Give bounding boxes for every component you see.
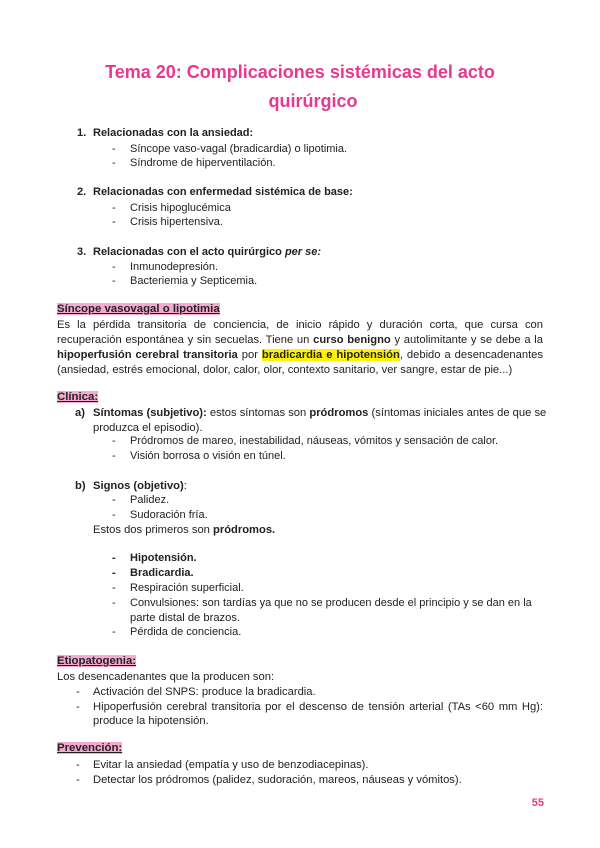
clinica-b-note: Estos dos primeros son pródromos. xyxy=(93,524,276,536)
section-heading-sincope: Síncope vasovagal o lipotimia xyxy=(57,303,220,315)
clinica-a-item-1: - Pródromos de mareo, inestabilidad, náuseas, vómitos y sensación de calor. xyxy=(112,435,499,447)
prev-item-2: Detectar los pródromos (palidez, sudoración, mareos, náuseas y vómitos). xyxy=(93,774,462,786)
list-item-3-sub-2: - Bacteriemia y Septicemia. xyxy=(112,275,258,287)
clinica-b-item-perdida: - Pérdida de conciencia. xyxy=(112,626,242,638)
sincope-paragraph xyxy=(57,318,543,378)
clinica-a-label: a) xyxy=(75,407,85,419)
etio-intro: Los desencadenantes que la producen son: xyxy=(57,671,275,683)
list-item-2-heading: 2. Relacionadas con enfermedad sistémica de base: xyxy=(77,186,353,198)
sincope-line-1: Es la pérdida transitoria de conciencia, de inicio rápido y duración corta, que cursa con xyxy=(57,319,543,331)
list-item-2-sub-2: - Crisis hipertensiva. xyxy=(112,216,223,228)
clinica-b-item-hipotension: - Hipotensión. xyxy=(112,552,197,564)
list-item-1-sub-1: - Síncope vaso-vagal (bradicardia) o lipotimia. xyxy=(112,143,348,155)
sincope-line-3: hipoperfusión cerebral transitoria por bradicardia e hipotensión, debido a desencadenantes xyxy=(57,349,544,361)
clinica-b-item-convulsiones-line-2: parte distal de brazos. xyxy=(130,612,241,624)
clinica-b-item-bradicardia: - Bradicardia. xyxy=(112,567,194,579)
clinica-b-item-1: - Palidez. xyxy=(112,494,170,506)
title-line-1: Tema 20: Complicaciones sistémicas del acto xyxy=(105,62,495,82)
clinica-b-item-2: - Sudoración fría. xyxy=(112,509,208,521)
section-heading-etiopatogenia: Etiopatogenia: xyxy=(57,655,137,667)
etio-item-1-dash: - xyxy=(76,686,80,698)
clinica-a-item-2: - Visión borrosa o visión en túnel. xyxy=(112,450,286,462)
prev-item-1-dash: - xyxy=(76,759,80,771)
list-item-1-heading: 1. Relacionadas con la ansiedad: xyxy=(77,127,254,139)
etio-item-2-dash: - xyxy=(76,701,80,713)
sincope-line-2: recuperación espontánea y sin secuelas. Tiene un curso benigno y autolimitante y se debe a la xyxy=(57,334,543,346)
clinica-a-line-1: Síntomas (subjetivo): estos síntomas son pródromos (síntomas iniciales antes de que se xyxy=(93,407,547,419)
clinica-a-line-2: produzca el episodio). xyxy=(93,422,203,434)
clinica-b-item-respiracion: - Respiración superficial. xyxy=(112,582,244,594)
etio-item-2-line-2: produce la hipotensión. xyxy=(93,715,209,727)
etio-item-2-line-1: Hipoperfusión cerebral transitoria por el descenso de tensión arterial (TAs <60 mm Hg): xyxy=(93,701,543,713)
list-item-2-sub-1: - Crisis hipoglucémica xyxy=(112,202,231,214)
page-number: 55 xyxy=(531,797,544,809)
title-line-2: quirúrgico xyxy=(268,91,358,111)
page-title xyxy=(60,58,540,116)
clinica-b-label: b) xyxy=(75,480,86,492)
list-item-3-heading: 3. Relacionadas con el acto quirúrgico per se: xyxy=(77,246,322,258)
etio-item-1: Activación del SNPS: produce la bradicardia. xyxy=(93,686,316,698)
section-heading-clinica: Clínica: xyxy=(57,391,99,403)
section-heading-prevencion: Prevención: xyxy=(57,742,123,754)
list-item-3-sub-1: - Inmunodepresión. xyxy=(112,261,219,273)
list-item-1-sub-2: - Síndrome de hiperventilación. xyxy=(112,157,276,169)
clinica-b-heading: Signos (objetivo): xyxy=(93,480,187,492)
prev-item-2-dash: - xyxy=(76,774,80,786)
prev-item-1: Evitar la ansiedad (empatía y uso de benzodiacepinas). xyxy=(93,759,369,771)
sincope-line-4: (ansiedad, estrés emocional, dolor, calor, olor, contexto sanitario, ver sangre, estar de pie...) xyxy=(57,364,513,376)
clinica-b-item-convulsiones: - Convulsiones: son tardías ya que no se producen desde el principio y se dan en la xyxy=(112,597,532,609)
